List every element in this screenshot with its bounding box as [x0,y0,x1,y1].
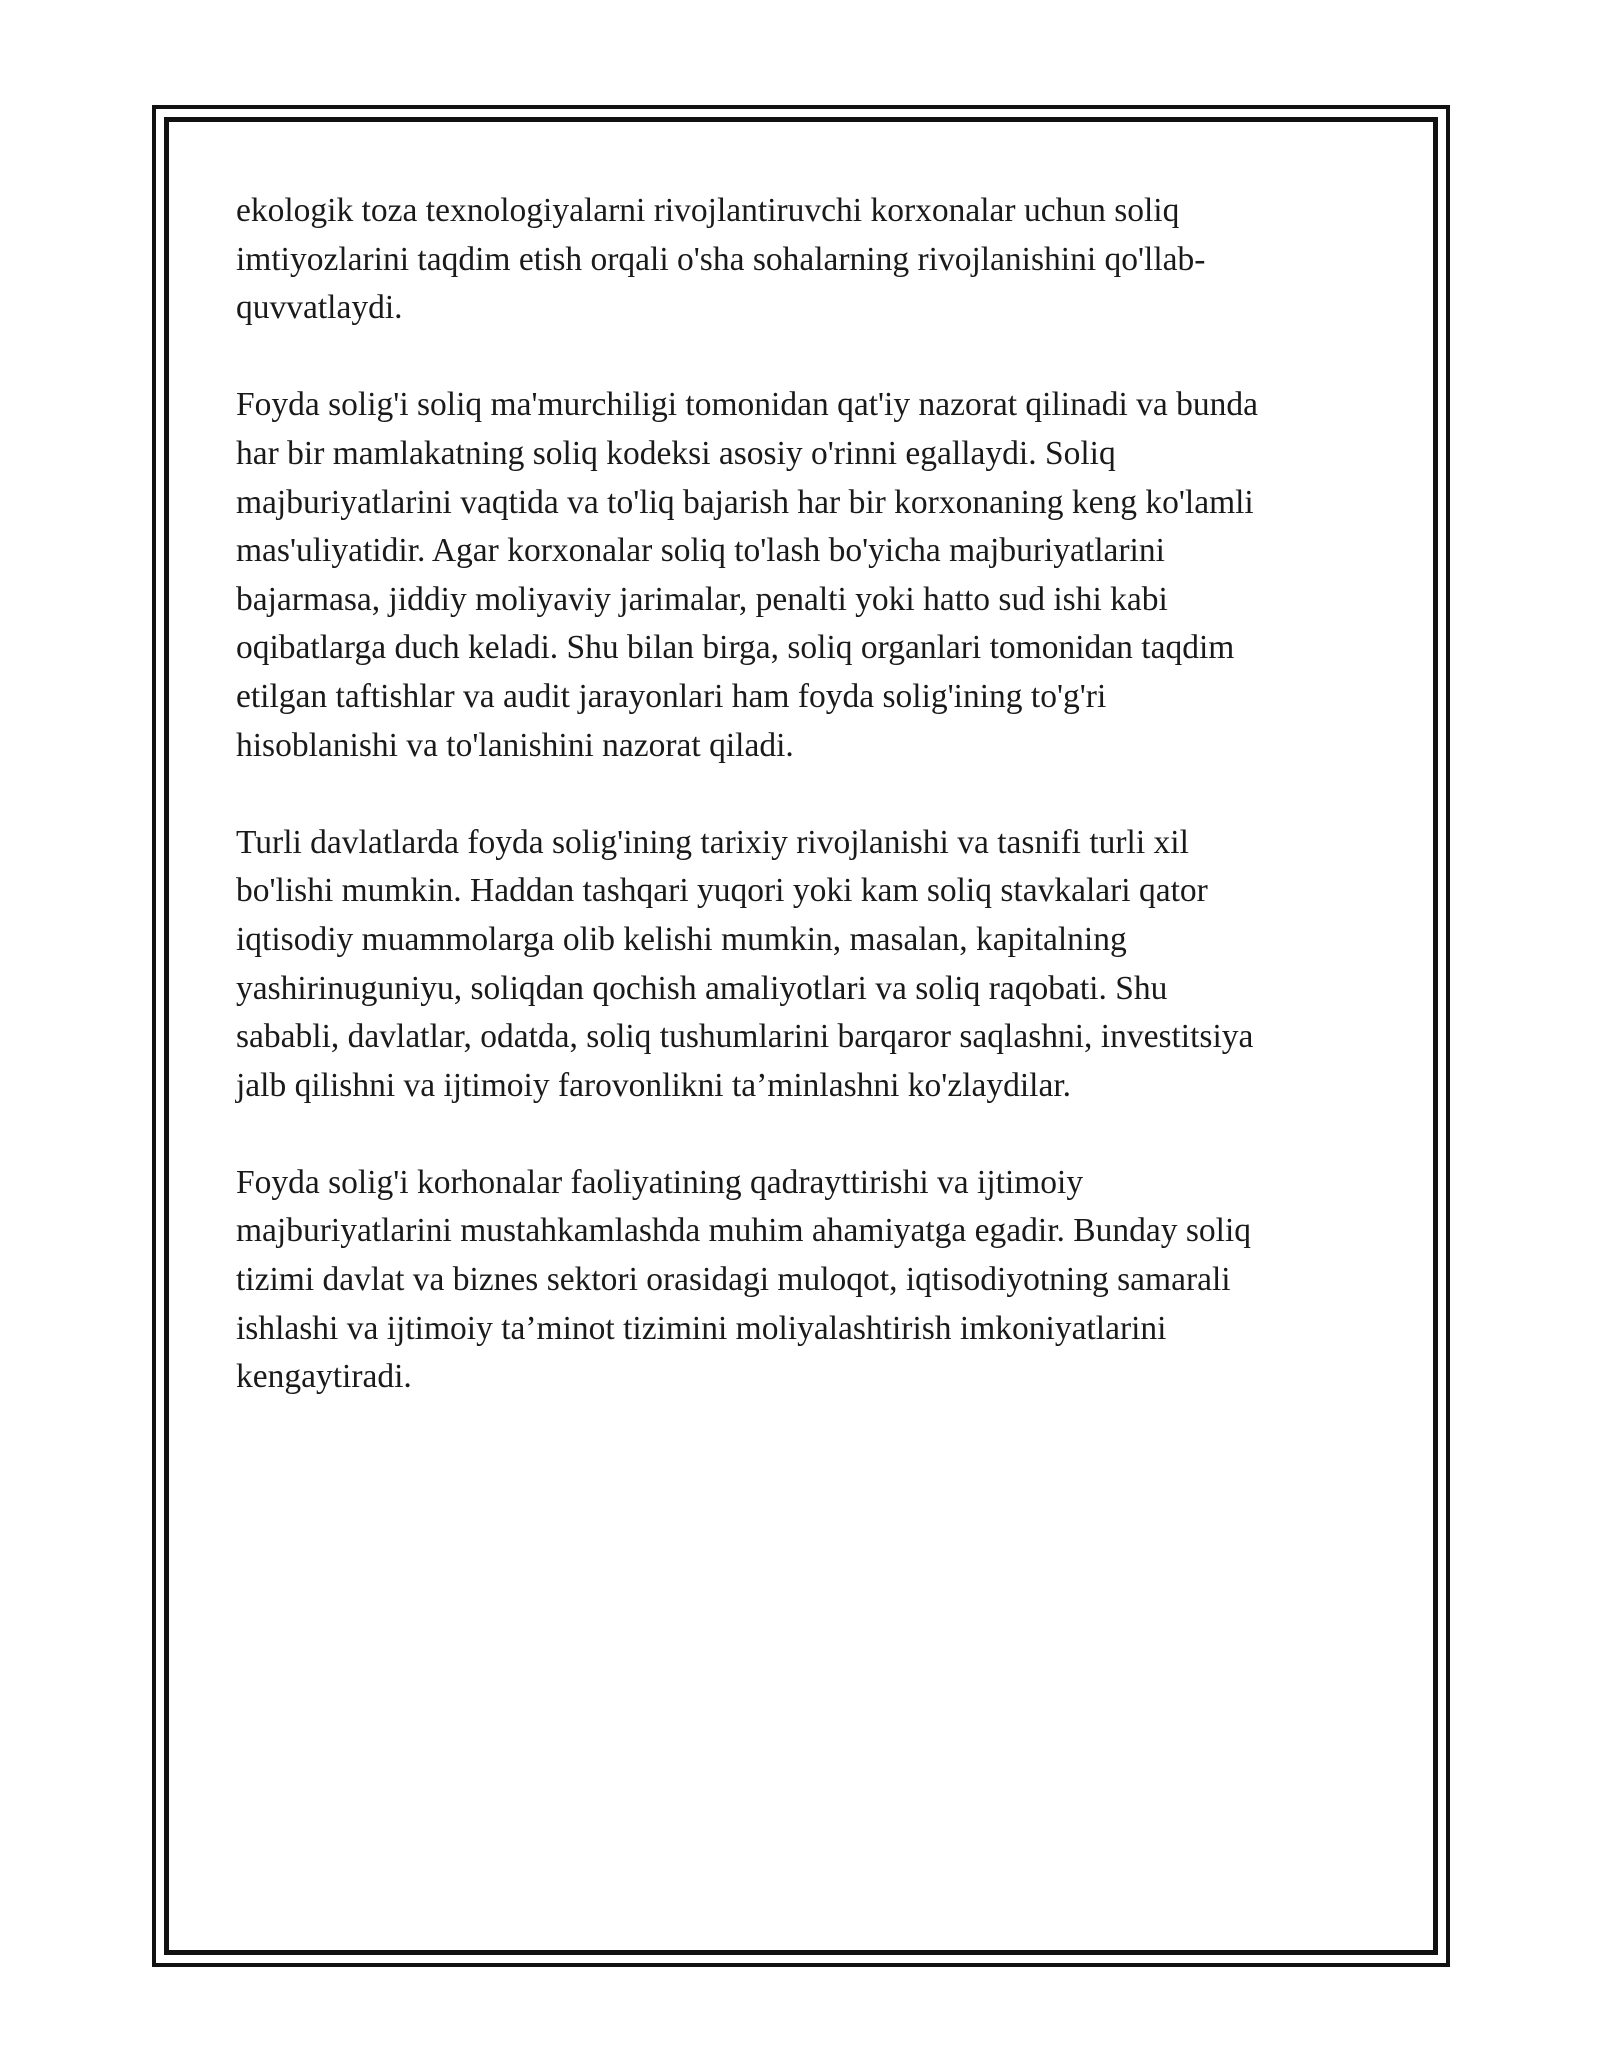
text-line: jalb qilishni va ijtimoiy farovonlikni ta’minlashni ko'zlaydilar. [236,1066,1072,1104]
paragraph-3 [236,819,1366,1111]
text-line: kengaytiradi. [236,1358,412,1396]
text-line: mas'uliyatidir. Agar korxonalar soliq to'lash bo'yicha majburiyatlarini [236,532,1165,570]
text-line: hisoblanishi va to'lanishini nazorat qiladi. [236,726,794,764]
paragraph-4 [236,1159,1366,1402]
text-line: har bir mamlakatning soliq kodeksi asosiy o'rinni egallaydi. Soliq [236,434,1116,472]
text-line: Foyda solig'i korhonalar faoliyatining qadrayttirishi va ijtimoiy [236,1163,1084,1201]
paragraph-2 [236,381,1366,770]
text-line: sababli, davlatlar, odatda, soliq tushumlarini barqaror saqlashni, investitsiya [236,1018,1254,1056]
text-line: tizimi davlat va biznes sektori orasidagi muloqot, iqtisodiyotning samarali [236,1261,1231,1299]
text-line: etilgan taftishlar va audit jarayonlari ham foyda solig'ining to'g'ri [236,677,1107,715]
text-line: ishlashi va ijtimoiy ta’minot tizimini moliyalashtirish imkoniyatlarini [236,1309,1167,1347]
text-line: imtiyozlarini taqdim etish orqali o'sha sohalarning rivojlanishini qo'llab- [236,240,1206,278]
paragraph-1 [236,187,1366,333]
text-line: bo'lishi mumkin. Haddan tashqari yuqori yoki kam soliq stavkalari qator [236,872,1208,910]
document-body [236,187,1366,1450]
text-line: ekologik toza texnologiyalarni rivojlantiruvchi korxonalar uchun soliq [236,192,1180,229]
text-line: Foyda solig'i soliq ma'murchiligi tomonidan qat'iy nazorat qilinadi va bunda [236,386,1259,424]
text-line: majburiyatlarini mustahkamlashda muhim ahamiyatga egadir. Bunday soliq [236,1212,1252,1250]
text-line: quvvatlaydi. [236,289,403,327]
text-line: majburiyatlarini vaqtida va to'liq bajarish har bir korxonaning keng ko'lamli [236,483,1254,521]
text-line: oqibatlarga duch keladi. Shu bilan birga, soliq organlari tomonidan taqdim [236,629,1235,667]
text-line: bajarmasa, jiddiy moliyaviy jarimalar, penalti yoki hatto sud ishi kabi [236,580,1168,618]
text-line: Turli davlatlarda foyda solig'ining tarixiy rivojlanishi va tasnifi turli xil [236,823,1189,861]
text-line: iqtisodiy muammolarga olib kelishi mumkin, masalan, kapitalning [236,920,1127,958]
text-line: yashirinuguniyu, soliqdan qochish amaliyotlari va soliq raqobati. Shu [236,969,1168,1007]
